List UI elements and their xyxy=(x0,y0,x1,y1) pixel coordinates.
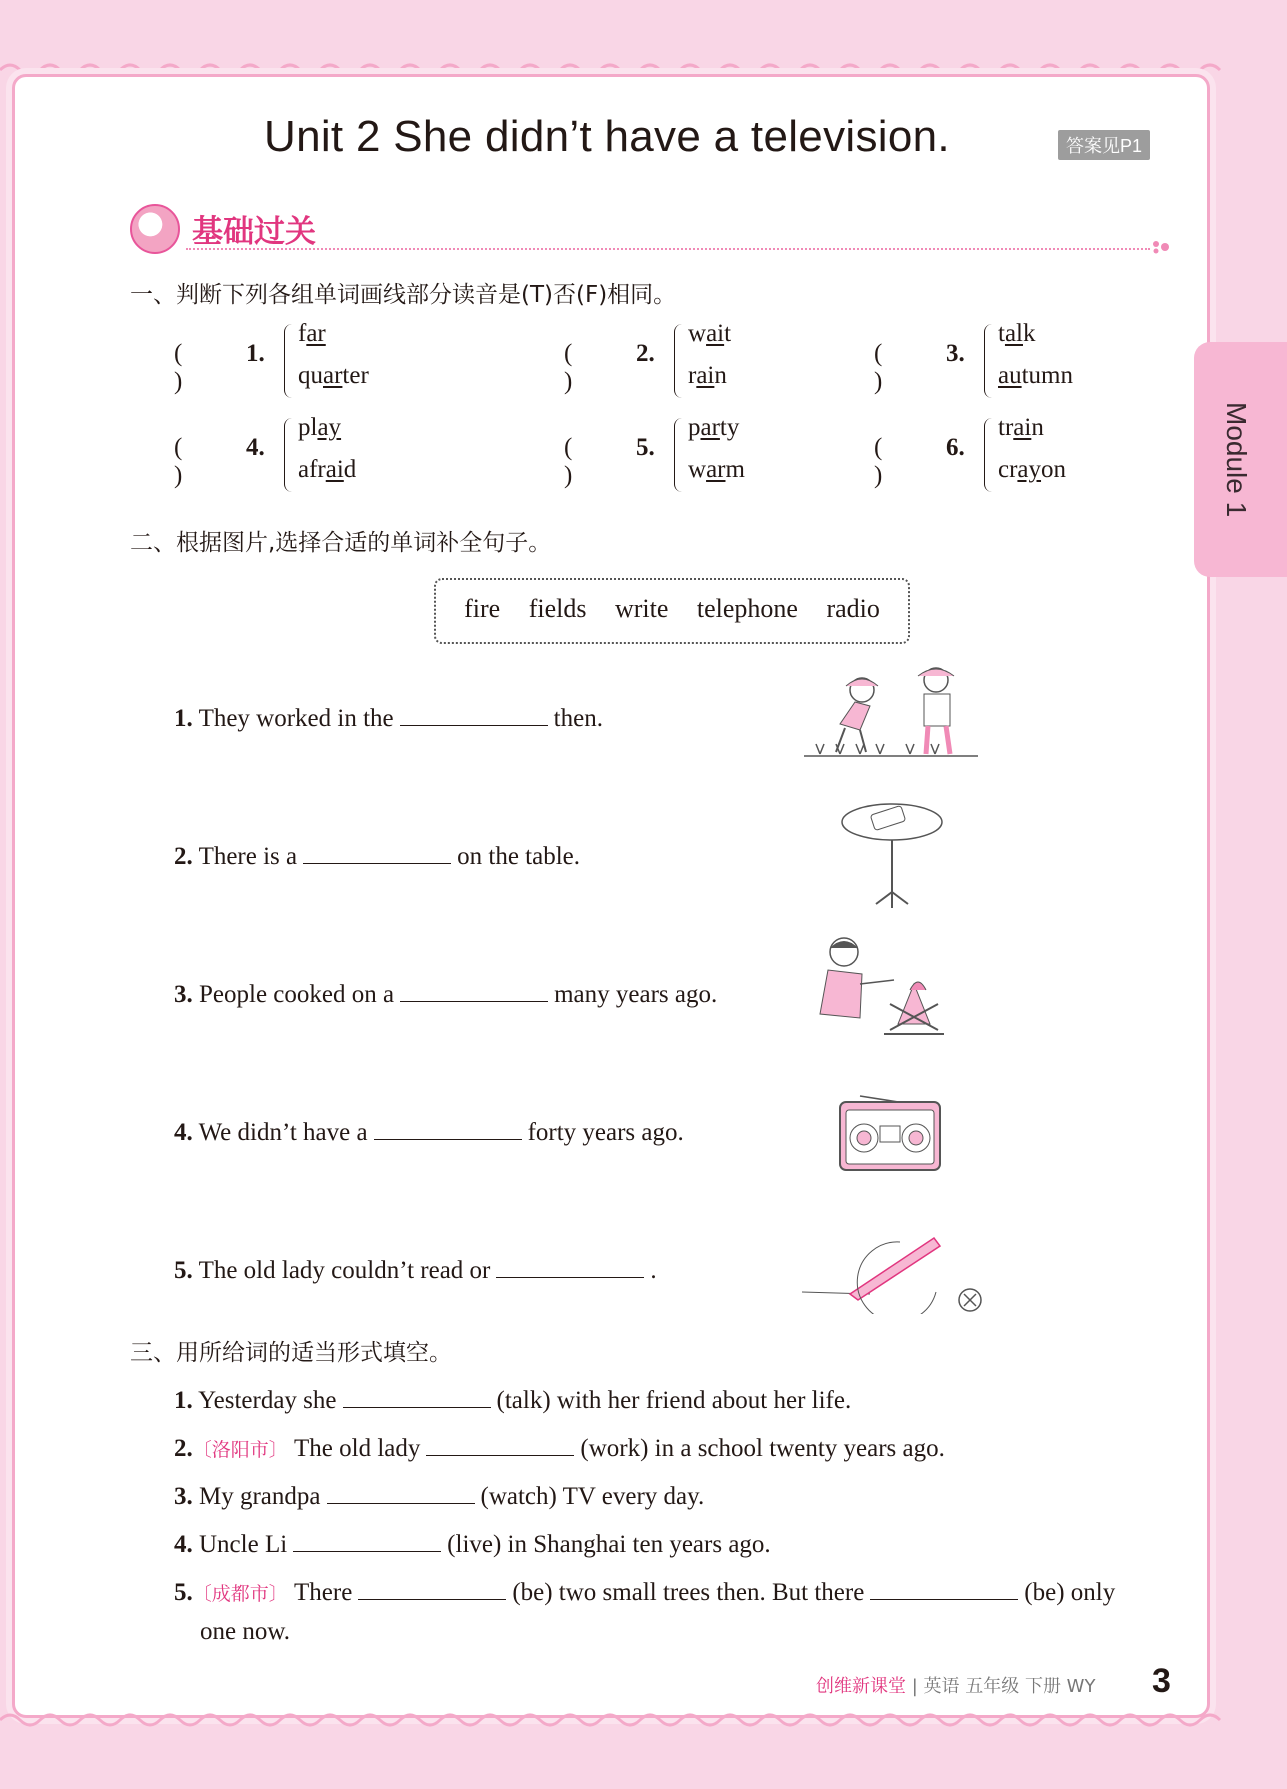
brace-icon xyxy=(284,418,295,492)
picture-sentence xyxy=(174,838,580,871)
sentence-start: The old lady xyxy=(294,1435,421,1462)
fill-sentence xyxy=(174,1382,851,1415)
farmers-field-picture xyxy=(800,664,982,764)
item-number: 1. xyxy=(246,340,265,367)
word-one: train xyxy=(998,414,1044,441)
underlined-letters: ay xyxy=(1017,456,1042,483)
footer-brand: 创维新课堂 xyxy=(816,1676,906,1697)
fill-sentence xyxy=(174,1478,704,1511)
city-tag: 〔成都市〕 xyxy=(192,1583,288,1605)
picture-sentence xyxy=(174,976,717,1009)
sentence-end: . xyxy=(650,1257,657,1284)
answer-blank[interactable] xyxy=(293,1526,441,1552)
answer-blank[interactable] xyxy=(400,976,548,1002)
section-title: 基础过关 xyxy=(192,214,316,250)
section-header xyxy=(130,202,1170,252)
answer-blank[interactable] xyxy=(327,1478,475,1504)
word-one: talk xyxy=(998,320,1036,347)
item-number: 2. xyxy=(636,340,655,367)
sentence-end: then. xyxy=(553,705,603,732)
dots-icon xyxy=(1152,240,1170,254)
brace-icon xyxy=(674,418,685,492)
part1-heading: 一、判断下列各组单词画线部分读音是(T)否(F)相同。 xyxy=(130,282,677,308)
underlined-letters: ai xyxy=(696,362,715,389)
sentence-continuation: one now. xyxy=(200,1618,291,1645)
module-label: Module 1 xyxy=(1221,402,1252,518)
fill-sentence xyxy=(174,1574,1115,1607)
item-number: 5. xyxy=(636,434,655,461)
wavy-border-bottom xyxy=(0,1710,1287,1730)
sentence-start: People cooked on a xyxy=(199,981,395,1008)
picture-sentence xyxy=(174,700,603,733)
sentence-end: (be) only xyxy=(1024,1579,1116,1606)
item-number: 4. xyxy=(174,1531,193,1558)
answer-blank[interactable] xyxy=(400,700,548,726)
answer-parentheses[interactable]: ( ) xyxy=(174,434,183,489)
page-number: 3 xyxy=(1152,1662,1171,1700)
underlined-letters: ar xyxy=(706,456,726,483)
word-two: rain xyxy=(688,362,727,389)
item-number: 5. xyxy=(174,1257,193,1284)
brace-icon xyxy=(284,324,295,398)
sentence-start: There xyxy=(294,1579,353,1606)
underlined-letters: ar xyxy=(306,320,326,347)
sentence-end: (watch) TV every day. xyxy=(480,1483,705,1510)
underlined-letters: ai xyxy=(325,456,344,483)
sentence-end: (live) in Shanghai ten years ago. xyxy=(447,1531,771,1558)
sentence-start: My grandpa xyxy=(199,1483,321,1510)
item-number: 3. xyxy=(174,1483,193,1510)
answer-parentheses[interactable]: ( ) xyxy=(564,340,573,395)
underlined-letters: au xyxy=(998,362,1022,389)
sentence-start: Yesterday she xyxy=(198,1387,337,1414)
item-number: 1. xyxy=(174,1387,193,1414)
brace-icon xyxy=(674,324,685,398)
sentence-end: on the table. xyxy=(457,843,581,870)
answer-blank[interactable] xyxy=(374,1114,522,1140)
answer-blank[interactable] xyxy=(870,1574,1018,1600)
module-side-tab xyxy=(1194,342,1287,577)
answer-blank[interactable] xyxy=(496,1252,644,1278)
word-one: party xyxy=(688,414,740,441)
item-number: 5. xyxy=(174,1579,193,1606)
sentence-end: (talk) with her friend about her life. xyxy=(496,1387,852,1414)
sentence-start: There is a xyxy=(198,843,298,870)
item-number: 1. xyxy=(174,705,193,732)
answer-blank[interactable] xyxy=(426,1430,574,1456)
item-number: 6. xyxy=(946,434,965,461)
answer-reference-badge: 答案见P1 xyxy=(1058,130,1150,160)
answer-parentheses[interactable]: ( ) xyxy=(174,340,183,395)
answer-parentheses[interactable]: ( ) xyxy=(874,340,883,395)
sentence-start: We didn’t have a xyxy=(198,1119,368,1146)
sentence-start: The old lady couldn’t read or xyxy=(198,1257,491,1284)
sentence-start: Uncle Li xyxy=(199,1531,288,1558)
fill-sentence xyxy=(174,1430,945,1463)
footer-details: | 英语 五年级 下册 WY xyxy=(906,1676,1096,1697)
answer-blank[interactable] xyxy=(343,1382,491,1408)
answer-parentheses[interactable]: ( ) xyxy=(564,434,573,489)
sentence-start: They worked in the xyxy=(198,705,394,732)
dotted-divider xyxy=(186,248,1150,250)
brace-icon xyxy=(984,418,995,492)
item-number: 2. xyxy=(174,1435,193,1462)
answer-blank[interactable] xyxy=(303,838,451,864)
underlined-letters: ai xyxy=(706,320,725,347)
word-two: afraid xyxy=(298,456,357,483)
word-two: warm xyxy=(688,456,745,483)
underlined-letters: al xyxy=(1004,320,1023,347)
answer-parentheses[interactable]: ( ) xyxy=(874,434,883,489)
sentence-end: many years ago. xyxy=(554,981,718,1008)
sentence-end: forty years ago. xyxy=(527,1119,684,1146)
city-tag: 〔洛阳市〕 xyxy=(192,1439,288,1461)
part3-heading: 三、用所给词的适当形式填空。 xyxy=(130,1340,452,1366)
item-number: 4. xyxy=(174,1119,193,1146)
picture-sentence xyxy=(174,1114,684,1147)
footer-info xyxy=(816,1672,1095,1698)
underlined-letters: ai xyxy=(1013,414,1032,441)
sentence-middle: (be) two small trees then. But there xyxy=(512,1579,865,1606)
telephone-table-picture xyxy=(838,800,948,912)
cartoon-avatar-icon xyxy=(130,204,180,254)
radio-picture xyxy=(836,1092,946,1174)
underlined-letters: ar xyxy=(700,414,720,441)
picture-sentence xyxy=(174,1252,657,1285)
sentence-end: (work) in a school twenty years ago. xyxy=(580,1435,945,1462)
writing-pen-picture xyxy=(800,1232,986,1314)
campfire-cooking-picture xyxy=(814,934,964,1040)
item-number: 2. xyxy=(174,843,193,870)
brace-icon xyxy=(984,324,995,398)
word-one: play xyxy=(298,414,342,441)
word-one: wait xyxy=(688,320,732,347)
word-bank: fire fields write telephone radio xyxy=(464,594,880,623)
word-one: far xyxy=(298,320,326,347)
part2-heading: 二、根据图片,选择合适的单词补全句子。 xyxy=(130,530,552,556)
word-two: autumn xyxy=(998,362,1074,389)
item-number: 3. xyxy=(946,340,965,367)
word-bank-box xyxy=(434,578,910,644)
underlined-letters: ay xyxy=(317,414,342,441)
item-number: 4. xyxy=(246,434,265,461)
fill-sentence xyxy=(174,1526,771,1559)
underlined-letters: ar xyxy=(323,362,343,389)
item-number: 3. xyxy=(174,981,193,1008)
unit-title: Unit 2 She didn’t have a television. xyxy=(264,112,950,161)
answer-blank[interactable] xyxy=(358,1574,506,1600)
word-two: quarter xyxy=(298,362,369,389)
word-two: crayon xyxy=(998,456,1067,483)
